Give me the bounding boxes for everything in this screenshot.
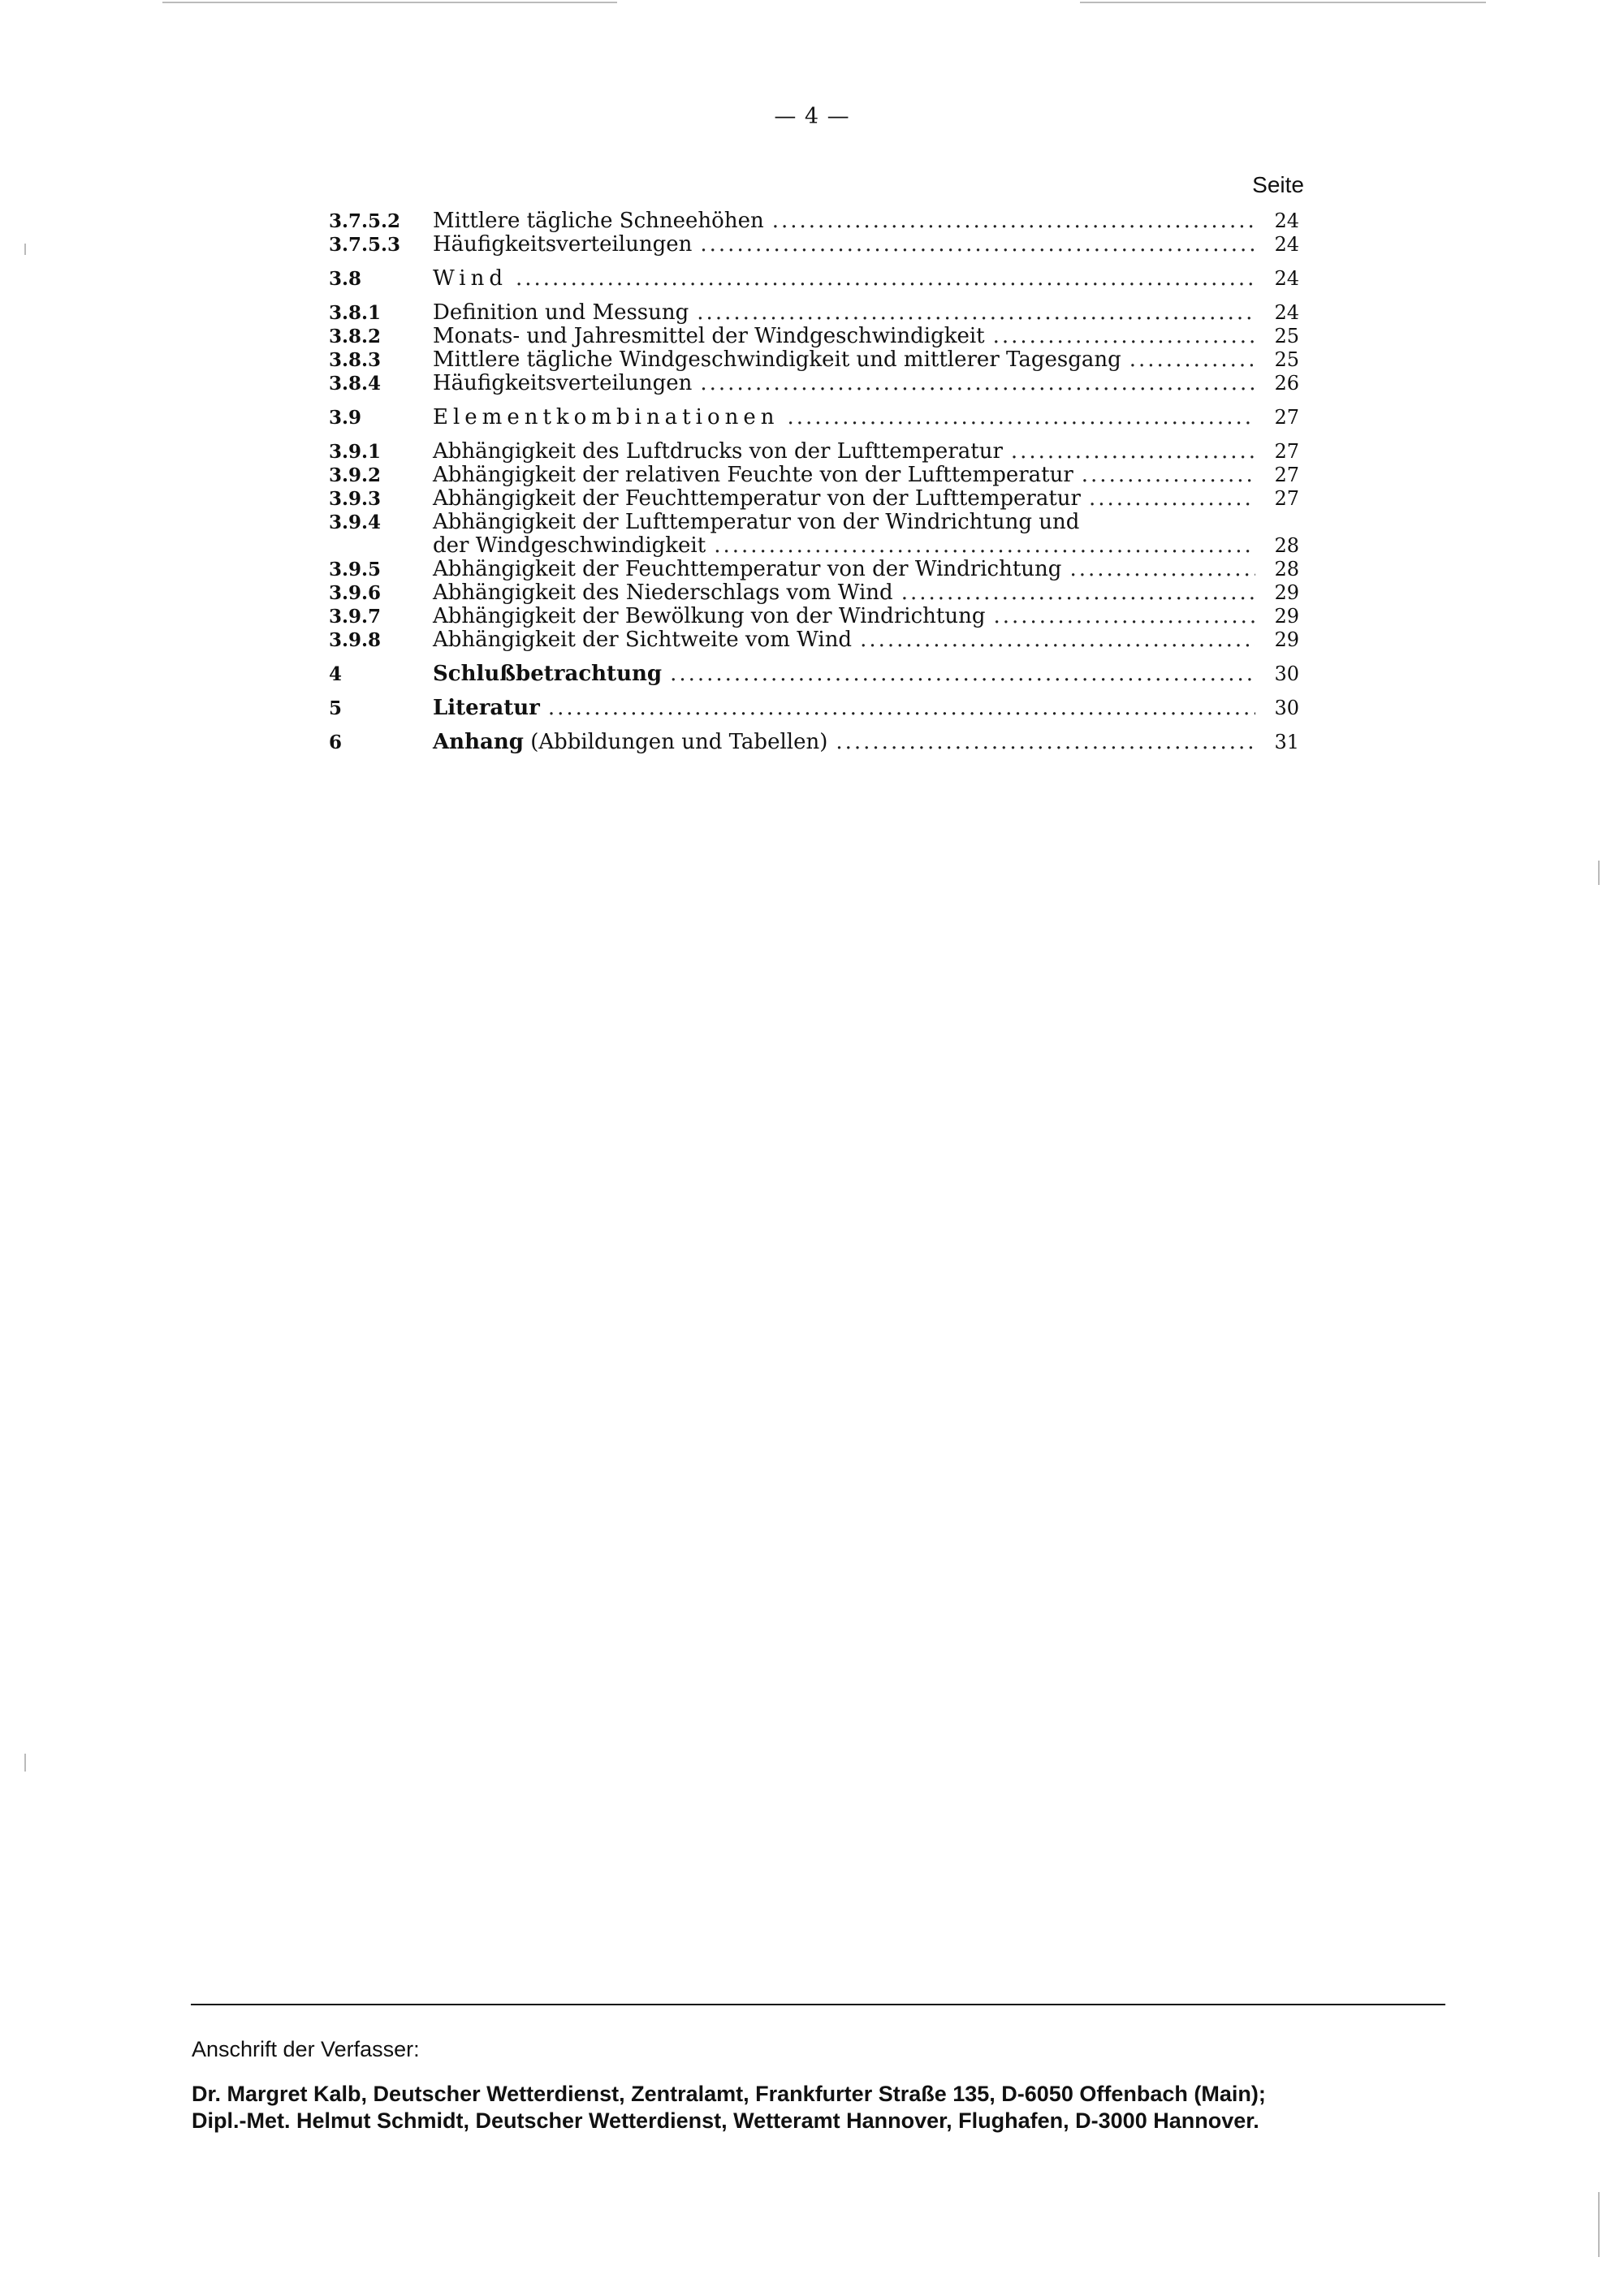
scan-artifact [1080,2,1486,3]
toc-entry-number: 3.7.5.2 [329,210,401,232]
toc-entry-title: Elementkombinationen [433,405,780,429]
dot-leader [714,534,1255,558]
toc-entry-page: 24 [1274,233,1299,256]
toc-entry-page: 27 [1274,440,1299,463]
toc-entry-number: 3.9.5 [329,559,382,580]
author-address [192,2036,1491,2134]
toc-entry-title: Mittlere tägliche Schneehöhen [433,209,764,233]
toc-entry[interactable] [329,209,1299,233]
toc-entry-title-sub: (Abbildungen und Tabellen) [530,730,828,754]
toc-entry-number: 3.8.1 [329,302,382,324]
toc-entry-page: 31 [1274,731,1299,753]
toc-entry-continuation[interactable] [329,534,1299,558]
toc-entry[interactable] [329,325,1299,348]
toc-entry-title: Abhängigkeit der Bewölkung von der Windrichtung [433,604,986,628]
toc-entry-page: 30 [1274,662,1299,685]
address-line: Dipl.-Met. Helmut Schmidt, Deutscher Wetterdienst, Wetteramt Hannover, Flughafen, D-3000 Hannover. [192,2108,1259,2133]
toc-entry-title: Abhängigkeit der Sichtweite vom Wind [433,628,853,652]
toc-entry-title: Häufigkeitsverteilungen [433,232,693,257]
dot-leader [772,209,1255,233]
toc-entry-title: Monats- und Jahresmittel der Windgeschwindigkeit [433,324,985,348]
dot-leader [1089,487,1255,511]
dot-leader [1129,348,1255,372]
toc-entry-number: 3.9.3 [329,488,382,510]
toc-entry-page: 28 [1274,534,1299,557]
toc-entry-page: 30 [1274,697,1299,719]
address-line: Dr. Margret Kalb, Deutscher Wetterdienst, Zentralamt, Frankfurter Straße 135, D-6050 Offenbach (Main); [192,2082,1266,2106]
scan-artifact [1598,2192,1600,2257]
toc-entry-number: 3.9.6 [329,582,382,604]
toc-entry[interactable] [329,558,1299,581]
scan-artifact [162,2,617,3]
toc-entry-page: 24 [1274,209,1299,232]
dot-leader [548,697,1255,720]
toc-entry-page: 29 [1274,605,1299,628]
toc-entry-page: 29 [1274,581,1299,604]
dot-leader [700,372,1255,395]
toc-entry-title: Häufigkeitsverteilungen [433,371,693,395]
toc-entry-number: 3.8 [329,268,362,290]
dot-leader [901,581,1255,605]
toc-entry-number: 3.7.5.3 [329,234,401,256]
toc-entry[interactable] [329,440,1299,464]
toc-entry-number: 3.9 [329,407,362,429]
toc-entry[interactable] [329,301,1299,325]
toc-entry-page: 27 [1274,487,1299,510]
dot-leader [670,662,1255,686]
scan-artifact [1598,861,1600,885]
toc-entry-page: 24 [1274,301,1299,324]
dot-leader [1082,464,1255,487]
toc-entry-title: Abhängigkeit der Lufttemperatur von der Windrichtung und [433,510,1080,534]
toc-entry-title: Abhängigkeit der relativen Feuchte von der Lufttemperatur [433,463,1073,487]
scan-artifact [24,244,26,255]
toc-entry[interactable] [329,511,1299,534]
toc-section-entry[interactable] [329,267,1299,291]
toc-entry-title: Mittlere tägliche Windgeschwindigkeit und mittlerer Tagesgang [433,347,1121,372]
dot-leader [993,605,1255,628]
toc-entry-title: Schlußbetrachtung [433,662,663,686]
toc-entry-title: Literatur [433,696,540,720]
toc-entry-title-main: Anhang [433,730,524,754]
toc-entry-number: 5 [329,697,343,719]
toc-entry-title: Abhängigkeit des Niederschlags vom Wind [433,580,893,605]
dot-leader [700,233,1255,257]
toc-entry-number: 3.9.8 [329,629,382,651]
dot-leader [1069,558,1255,581]
toc-entry-number: 3.9.1 [329,441,382,463]
toc-entry-number: 3.9.2 [329,464,382,486]
toc-entry-number: 6 [329,732,343,753]
toc-entry[interactable] [329,487,1299,511]
toc-entry-title: Definition und Messung [433,300,689,325]
toc-entry-number: 3.9.7 [329,606,382,628]
toc-entry-number: 3.8.2 [329,326,382,347]
toc-entry-number: 3.9.4 [329,511,382,533]
table-of-contents [329,209,1299,754]
toc-entry-page: 27 [1274,406,1299,429]
toc-entry-title: Abhängigkeit der Feuchttemperatur von der Lufttemperatur [433,486,1081,511]
dot-leader [836,731,1255,754]
address-label: Anschrift der Verfasser: [192,2037,420,2061]
toc-page-column-header: Seite [1252,172,1304,197]
toc-entry-page: 24 [1274,267,1299,290]
toc-entry[interactable] [329,605,1299,628]
toc-entry-page: 27 [1274,464,1299,486]
toc-entry[interactable] [329,464,1299,487]
toc-entry-title: Abhängigkeit des Luftdrucks von der Lufttemperatur [433,439,1003,464]
toc-chapter-entry[interactable] [329,731,1299,754]
toc-entry[interactable] [329,628,1299,652]
dot-leader [860,628,1255,652]
dot-leader [993,325,1255,348]
toc-entry-title: Abhängigkeit der Feuchttemperatur von der Windrichtung [433,557,1062,581]
page-number: — 4 — [774,104,850,129]
toc-entry-title [433,731,827,754]
toc-section-entry[interactable] [329,406,1299,429]
dot-leader [516,267,1255,291]
footer-divider [191,2004,1445,2005]
dot-leader [697,301,1255,325]
toc-entry-number: 3.8.3 [329,349,382,371]
toc-entry[interactable] [329,233,1299,257]
toc-entry-title-continuation: der Windgeschwindigkeit [433,533,706,558]
dot-leader [1011,440,1255,464]
toc-entry-page: 28 [1274,558,1299,580]
toc-entry-page: 25 [1274,348,1299,371]
toc-entry-number: 4 [329,663,343,685]
toc-chapter-entry[interactable] [329,697,1299,720]
toc-entry-number: 3.8.4 [329,373,382,395]
toc-entry-page: 25 [1274,325,1299,347]
scan-artifact [24,1754,26,1772]
toc-entry-title: Wind [433,266,508,291]
toc-chapter-entry[interactable] [329,662,1299,686]
toc-entry[interactable] [329,372,1299,395]
dot-leader [787,406,1255,429]
toc-entry[interactable] [329,348,1299,372]
toc-entry-page: 26 [1274,372,1299,395]
toc-entry-page: 29 [1274,628,1299,651]
toc-entry[interactable] [329,581,1299,605]
